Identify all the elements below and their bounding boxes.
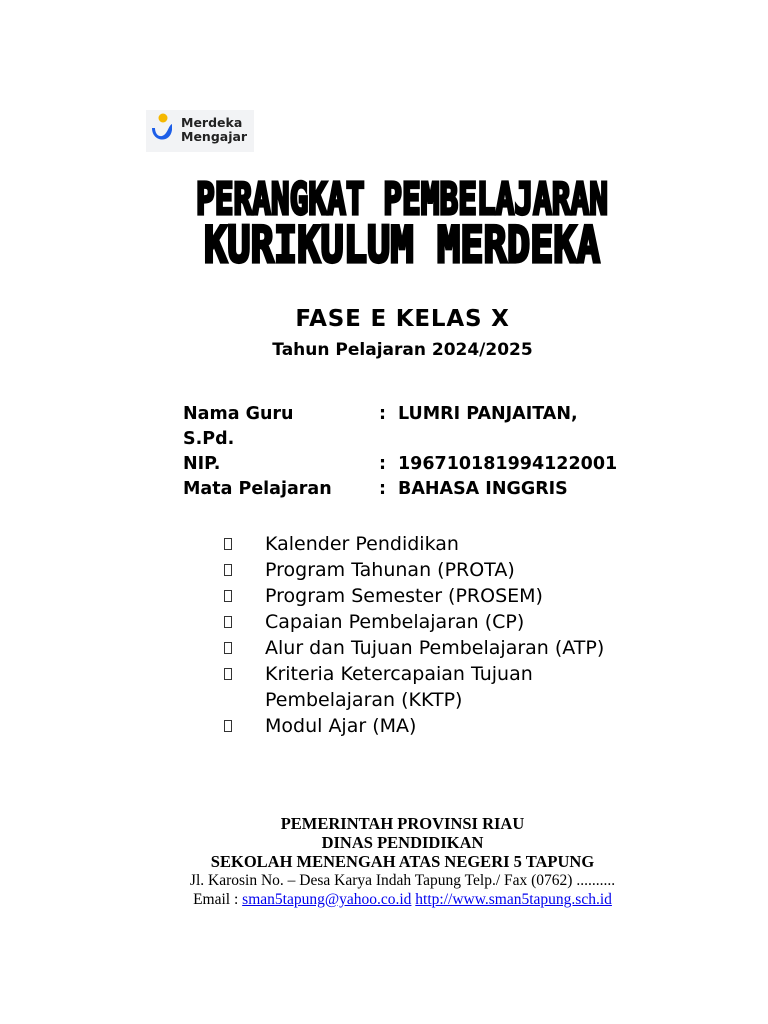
bullet-icon (224, 590, 232, 602)
footer-address: Jl. Karosin No. – Desa Karya Indah Tapung Telp./ Fax (0762) .......... (189, 872, 616, 889)
footer-dinas: DINAS PENDIDIKAN (321, 833, 484, 852)
merdeka-mengajar-logo (146, 110, 254, 152)
footer-pemerintah: PEMERINTAH PROVINSI RIAU (280, 814, 525, 833)
merdeka-mengajar-icon (148, 112, 178, 150)
list-item (224, 661, 594, 713)
bullet-icon (224, 564, 232, 576)
school-footer (0, 814, 768, 909)
list-item-text: Program Tahunan (PROTA) (265, 559, 515, 581)
logo-line2: Mengajar (181, 129, 248, 144)
list-item (224, 609, 624, 635)
list-item-text: Program Semester (PROSEM) (265, 585, 543, 607)
footer-contact (0, 890, 768, 909)
list-item-text: Kriteria Ketercapaian Tujuan Pembelajaran (KKTP) (265, 663, 533, 711)
mapel-value: BAHASA INGGRIS (398, 479, 568, 499)
list-item (224, 531, 624, 557)
bullet-icon (224, 642, 232, 654)
bullet-icon (224, 668, 232, 680)
logo-line1: Merdeka (181, 115, 243, 130)
website-link[interactable]: http://www.sman5tapung.sch.id (415, 891, 612, 908)
list-item (224, 635, 624, 661)
nama-label: Nama Guru (183, 404, 294, 424)
title-line1: PERANGKAT PEMBELAJARAN (196, 174, 608, 225)
nip-label: NIP. (183, 454, 221, 474)
colon: : (379, 454, 386, 474)
document-title (0, 170, 768, 270)
colon: : (379, 479, 386, 499)
fase-heading: FASE E KELAS X (295, 306, 510, 332)
list-item (224, 583, 624, 609)
footer-school-name: SEKOLAH MENENGAH ATAS NEGERI 5 TAPUNG (210, 852, 595, 871)
bullet-icon (224, 616, 232, 628)
list-item (224, 713, 624, 739)
document-contents-list (224, 531, 624, 739)
nama-value: LUMRI PANJAITAN, (398, 404, 578, 424)
nip-value: 196710181994122001 (398, 454, 618, 474)
colon: : (379, 404, 386, 424)
list-item-text: Alur dan Tujuan Pembelajaran (ATP) (265, 637, 605, 659)
email-link[interactable]: sman5tapung@yahoo.co.id (242, 891, 412, 908)
logo-text (181, 116, 247, 144)
list-item (224, 557, 624, 583)
list-item-text: Kalender Pendidikan (265, 533, 459, 555)
bullet-icon (224, 720, 232, 732)
bullet-icon (224, 538, 232, 550)
mapel-label: Mata Pelajaran (183, 479, 332, 499)
email-label: Email : (193, 891, 239, 908)
nama-value-cont: S.Pd. (183, 429, 235, 449)
list-item-text: Modul Ajar (MA) (265, 715, 417, 737)
title-line2: KURIKULUM MERDEKA (204, 216, 600, 270)
tahun-pelajaran: Tahun Pelajaran 2024/2025 (272, 340, 533, 360)
list-item-text: Capaian Pembelajaran (CP) (265, 611, 525, 633)
